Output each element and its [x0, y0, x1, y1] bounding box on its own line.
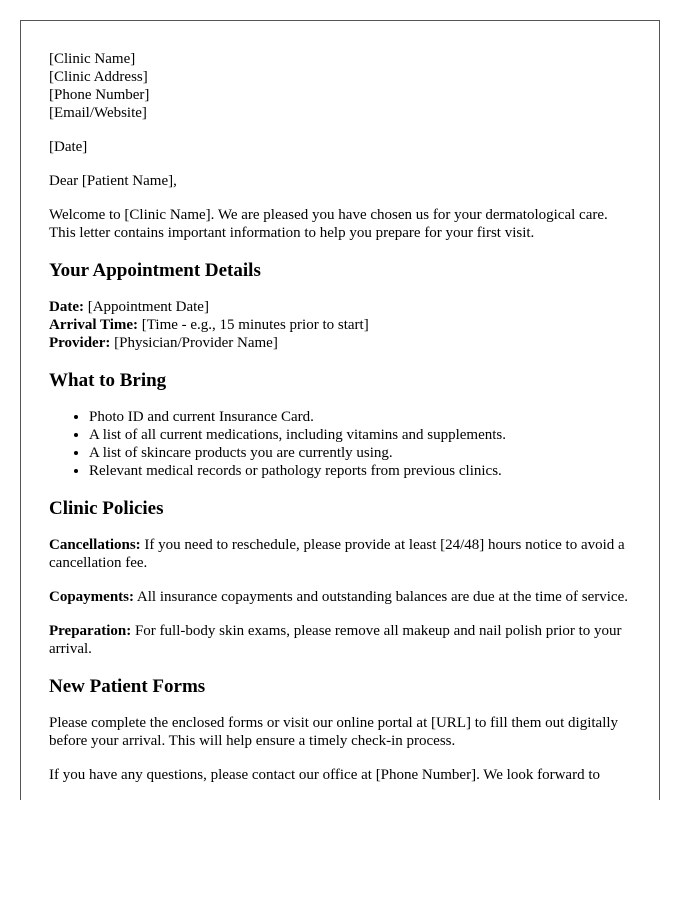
clinic-email-website: [Email/Website] — [49, 105, 147, 121]
policy-text: If you need to reschedule, please provide at least [24/48] hours notice to avoid a cancellation fee. — [49, 537, 625, 571]
policy-text: All insurance copayments and outstanding balances are due at the time of service. — [134, 589, 628, 605]
policy-copayments — [49, 588, 631, 606]
policy-cancellations — [49, 536, 631, 572]
appointment-date-value: [Appointment Date] — [83, 299, 209, 315]
provider-label: Provider: — [49, 335, 111, 351]
list-item: • Photo ID and current Insurance Card. — [89, 408, 631, 426]
clinic-phone: [Phone Number] — [49, 87, 150, 103]
clinic-address: [Clinic Address] — [49, 69, 148, 85]
policy-text: For full-body skin exams, please remove all makeup and nail polish prior to your arrival. — [49, 623, 622, 657]
policy-label: Preparation: — [49, 623, 132, 639]
clinic-name: [Clinic Name] — [49, 51, 136, 67]
appointment-date-label: Date: — [49, 299, 84, 315]
list-item: • A list of skincare products you are currently using. — [89, 444, 631, 462]
policy-label: Copayments: — [49, 589, 134, 605]
what-to-bring-heading: What to Bring — [49, 370, 167, 391]
arrival-time-value: [Time - e.g., 15 minutes prior to start] — [138, 317, 369, 333]
appointment-heading: Your Appointment Details — [49, 260, 261, 281]
arrival-time-line — [49, 316, 631, 334]
arrival-time-label: Arrival Time: — [49, 317, 139, 333]
letter-date: [Date] — [49, 139, 88, 155]
provider-value: [Physician/Provider Name] — [110, 335, 278, 351]
policy-preparation — [49, 622, 631, 658]
list-item: • Relevant medical records or pathology reports from previous clinics. — [89, 462, 631, 480]
list-item: • A list of all current medications, including vitamins and supplements. — [89, 426, 631, 444]
provider-line — [49, 334, 631, 352]
appointment-details — [49, 298, 631, 352]
what-to-bring-list — [49, 408, 631, 480]
closing-paragraph: If you have any questions, please contact our office at [Phone Number]. We look forward to — [49, 767, 600, 783]
new-patient-forms-heading: New Patient Forms — [49, 676, 206, 697]
clinic-address-block — [49, 50, 631, 122]
new-patient-forms-paragraph: Please complete the enclosed forms or visit our online portal at [URL] to fill them out digitally before your arrival. This will help ensure a timely check-in process. — [49, 715, 619, 749]
clinic-policies-heading: Clinic Policies — [49, 498, 164, 519]
letter-content — [21, 21, 659, 784]
policy-label: Cancellations: — [49, 537, 141, 553]
appointment-date-line — [49, 298, 631, 316]
letter-page — [20, 20, 660, 800]
salutation: Dear [Patient Name], — [49, 173, 177, 189]
intro-paragraph: Welcome to [Clinic Name]. We are pleased you have chosen us for your dermatological care. This letter contains important information to help you prepare for your first visit. — [49, 207, 608, 241]
